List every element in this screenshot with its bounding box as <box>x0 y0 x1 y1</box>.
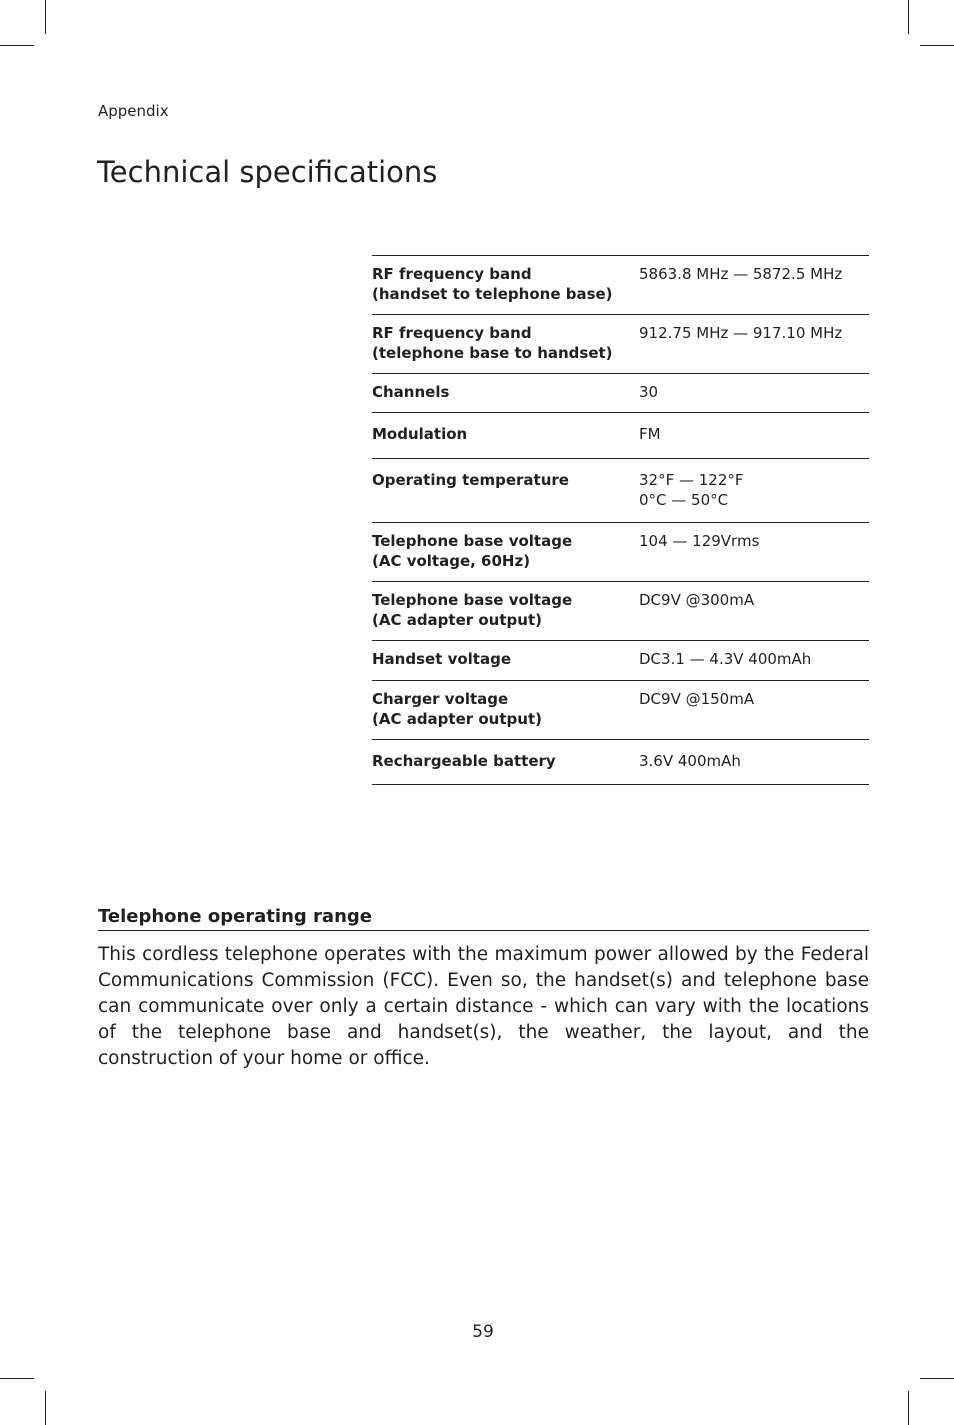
spec-value: DC3.1 — 4.3V 400mAh <box>639 650 812 668</box>
section-heading: Telephone operating range <box>98 905 869 931</box>
page-title: Technical specifications <box>97 155 438 189</box>
crop-mark <box>0 45 34 46</box>
spec-row <box>372 582 869 641</box>
spec-label: RF frequency band (handset to telephone base) <box>372 265 613 303</box>
spec-row <box>372 523 869 582</box>
spec-label: Telephone base voltage (AC adapter output) <box>372 591 573 629</box>
crop-mark <box>45 1391 46 1425</box>
section-label: Appendix <box>98 102 169 120</box>
spec-label: Rechargeable battery <box>372 752 556 770</box>
crop-mark <box>45 0 46 34</box>
spec-table <box>372 255 869 785</box>
spec-row <box>372 459 869 523</box>
spec-row <box>372 256 869 315</box>
spec-row <box>372 413 869 459</box>
crop-mark <box>920 45 954 46</box>
spec-value: DC9V @150mA <box>639 690 755 708</box>
spec-label: Charger voltage (AC adapter output) <box>372 690 542 728</box>
spec-value: 32°F — 122°F 0°C — 50°C <box>639 471 744 509</box>
spec-value: 912.75 MHz — 917.10 MHz <box>639 324 843 342</box>
page-number: 59 <box>472 1322 494 1342</box>
spec-value: DC9V @300mA <box>639 591 755 609</box>
spec-value: FM <box>639 425 661 443</box>
spec-label: Modulation <box>372 425 468 443</box>
spec-label: Handset voltage <box>372 650 512 668</box>
crop-mark <box>920 1378 954 1379</box>
spec-row <box>372 315 869 374</box>
spec-label: RF frequency band (telephone base to handset) <box>372 324 613 362</box>
spec-label: Operating temperature <box>372 471 569 489</box>
spec-label: Channels <box>372 383 450 401</box>
spec-row <box>372 740 869 785</box>
spec-label: Telephone base voltage (AC voltage, 60Hz) <box>372 532 573 570</box>
spec-value: 5863.8 MHz — 5872.5 MHz <box>639 265 843 283</box>
spec-value: 104 — 129Vrms <box>639 532 760 550</box>
spec-row <box>372 681 869 740</box>
spec-row <box>372 374 869 413</box>
spec-value: 3.6V 400mAh <box>639 752 741 770</box>
spec-value: 30 <box>639 383 659 401</box>
crop-mark <box>908 0 909 34</box>
body-paragraph: This cordless telephone operates with the maximum power allowed by the Federal Communications Commission (FCC). Even so, the handset(s) and telephone base can communicate over only a certain distance - which can vary with the locations of the telephone base and handset(s), the weather, the layout, and the construction of your home or office. <box>98 944 869 1069</box>
spec-row <box>372 641 869 681</box>
crop-mark <box>908 1391 909 1425</box>
crop-mark <box>0 1378 34 1379</box>
